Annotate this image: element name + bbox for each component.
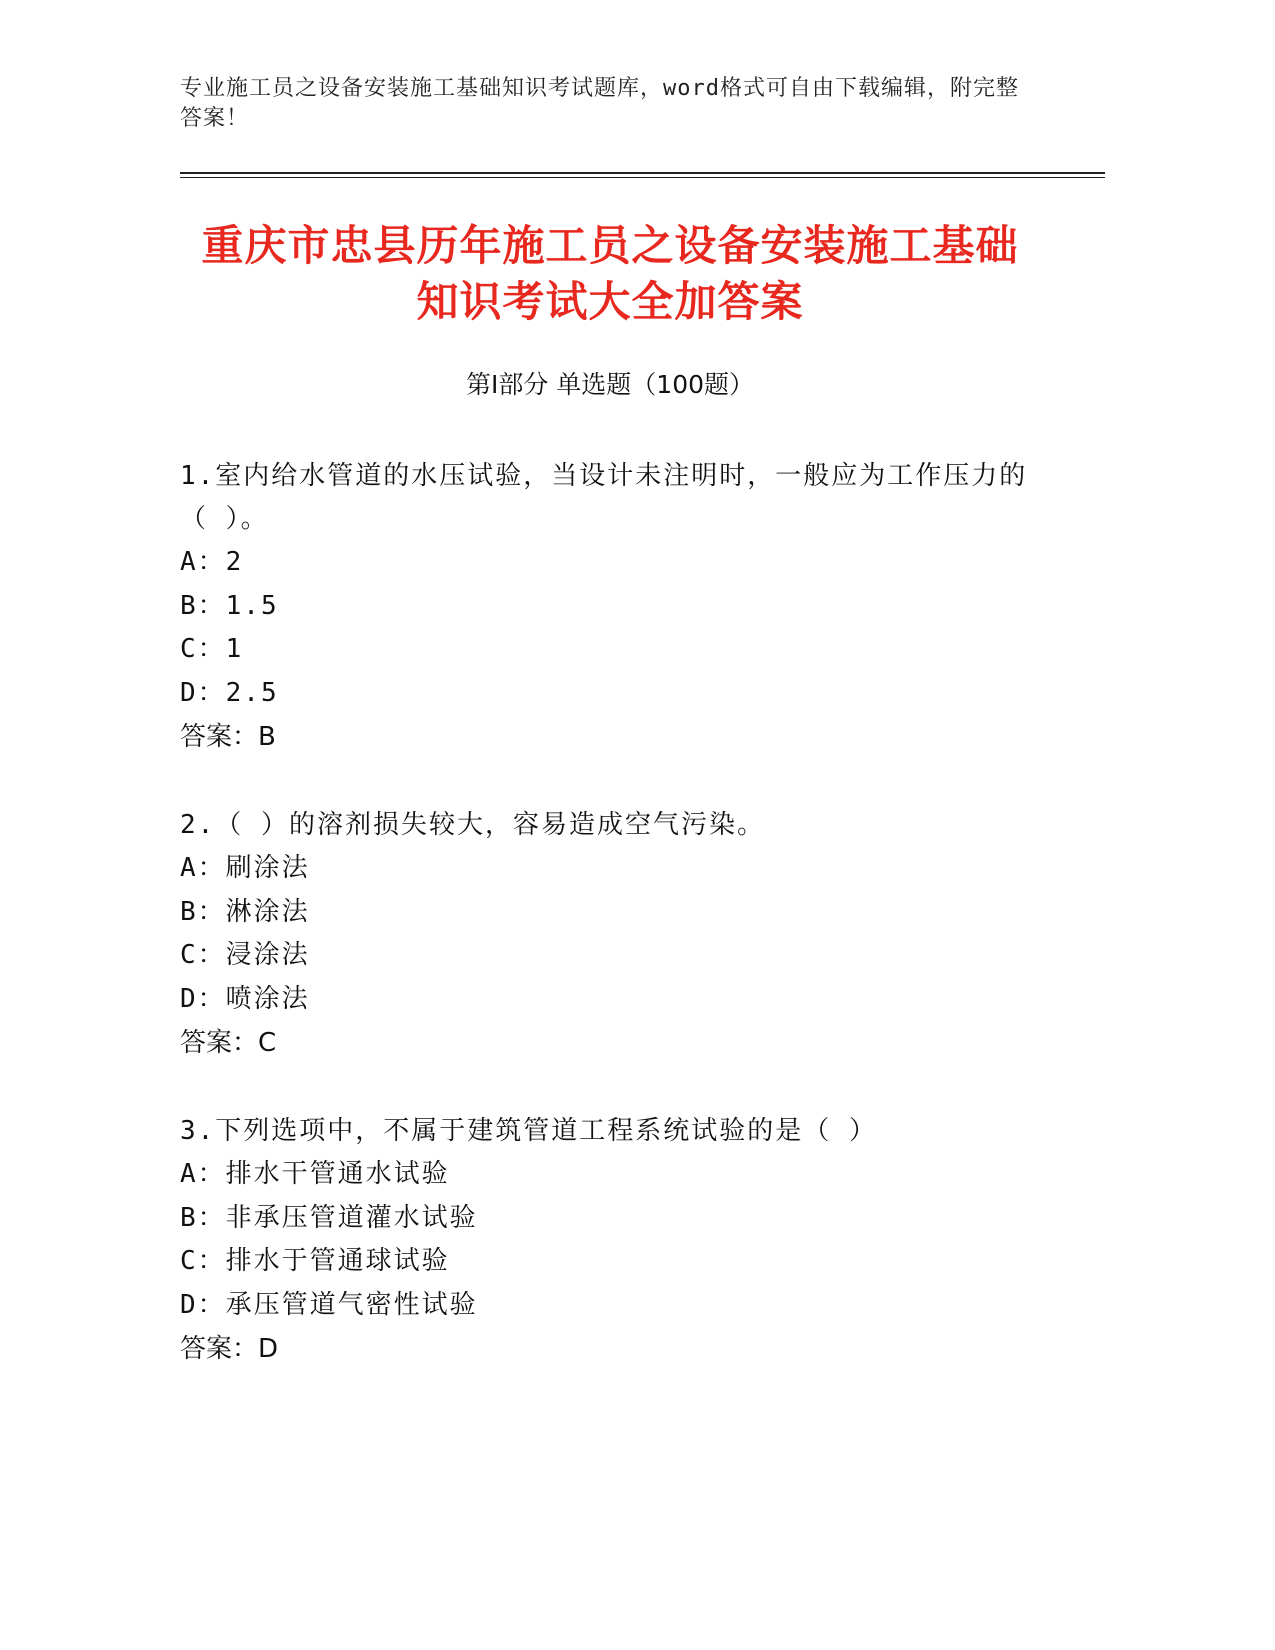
- option-text: 排水干管通水试验: [225, 1159, 450, 1189]
- document-title-line: 重庆市忠县历年施工员之设备安装施工基础: [201, 221, 1019, 270]
- option-a: [180, 847, 1040, 891]
- option-letter: C：: [180, 1246, 226, 1276]
- option-letter: C：: [180, 634, 226, 664]
- option-b: [180, 585, 1040, 629]
- option-d: [180, 978, 1040, 1022]
- option-text: 刷涂法: [225, 853, 310, 883]
- option-text: 排水于管通球试验: [225, 1246, 450, 1276]
- option-c: [180, 1240, 1040, 1284]
- option-d: [180, 672, 1040, 716]
- option-text: 非承压管道灌水试验: [225, 1202, 478, 1233]
- option-text: 2: [225, 547, 244, 577]
- option-b: [180, 1197, 1040, 1241]
- option-text: 淋涂法: [225, 896, 310, 927]
- option-text: 1: [225, 634, 244, 664]
- question-item: [180, 455, 1040, 759]
- option-letter: B：: [180, 1202, 226, 1233]
- option-letter: C：: [180, 940, 226, 970]
- option-letter: D：: [180, 983, 226, 1014]
- header-divider-thick: [180, 172, 1105, 174]
- option-a: [180, 541, 1040, 585]
- option-letter: A：: [180, 853, 226, 883]
- option-letter: B：: [180, 590, 226, 621]
- option-letter: D：: [180, 677, 226, 708]
- option-text: 喷涂法: [225, 983, 310, 1014]
- option-letter: A：: [180, 547, 226, 577]
- header-divider-thin: [180, 177, 1105, 178]
- option-c: [180, 628, 1040, 672]
- question-stem: 2.（ ）的溶剂损失较大，容易造成空气污染。: [180, 810, 765, 840]
- question-list: [180, 455, 1040, 1416]
- answer-line: 答案：D: [180, 1334, 279, 1364]
- option-b: [180, 891, 1040, 935]
- header-note: 专业施工员之设备安装施工基础知识考试题库，word格式可自由下载编辑，附完整答案！: [180, 76, 1019, 131]
- option-a: [180, 1153, 1040, 1197]
- option-c: [180, 934, 1040, 978]
- option-text: 1.5: [225, 590, 279, 621]
- option-text: 浸涂法: [225, 940, 310, 970]
- question-item: [180, 1110, 1040, 1371]
- option-text: 承压管道气密性试验: [225, 1289, 478, 1320]
- document-title-line: 知识考试大全加答案: [416, 277, 804, 326]
- option-letter: A：: [180, 1159, 226, 1189]
- question-item: [180, 804, 1040, 1065]
- answer-line: 答案：B: [180, 722, 276, 752]
- option-letter: B：: [180, 896, 226, 927]
- question-stem: 1.室内给水管道的水压试验，当设计未注明时，一般应为工作压力的（ ）。: [180, 461, 1028, 534]
- option-text: 2.5: [225, 677, 279, 708]
- answer-line: 答案：C: [180, 1028, 277, 1058]
- question-stem: 3.下列选项中，不属于建筑管道工程系统试验的是（ ）: [180, 1116, 877, 1146]
- document-title: [180, 218, 1040, 330]
- section-title: 第Ⅰ部分 单选题（100题）: [465, 370, 755, 399]
- option-letter: D：: [180, 1289, 226, 1320]
- option-d: [180, 1284, 1040, 1328]
